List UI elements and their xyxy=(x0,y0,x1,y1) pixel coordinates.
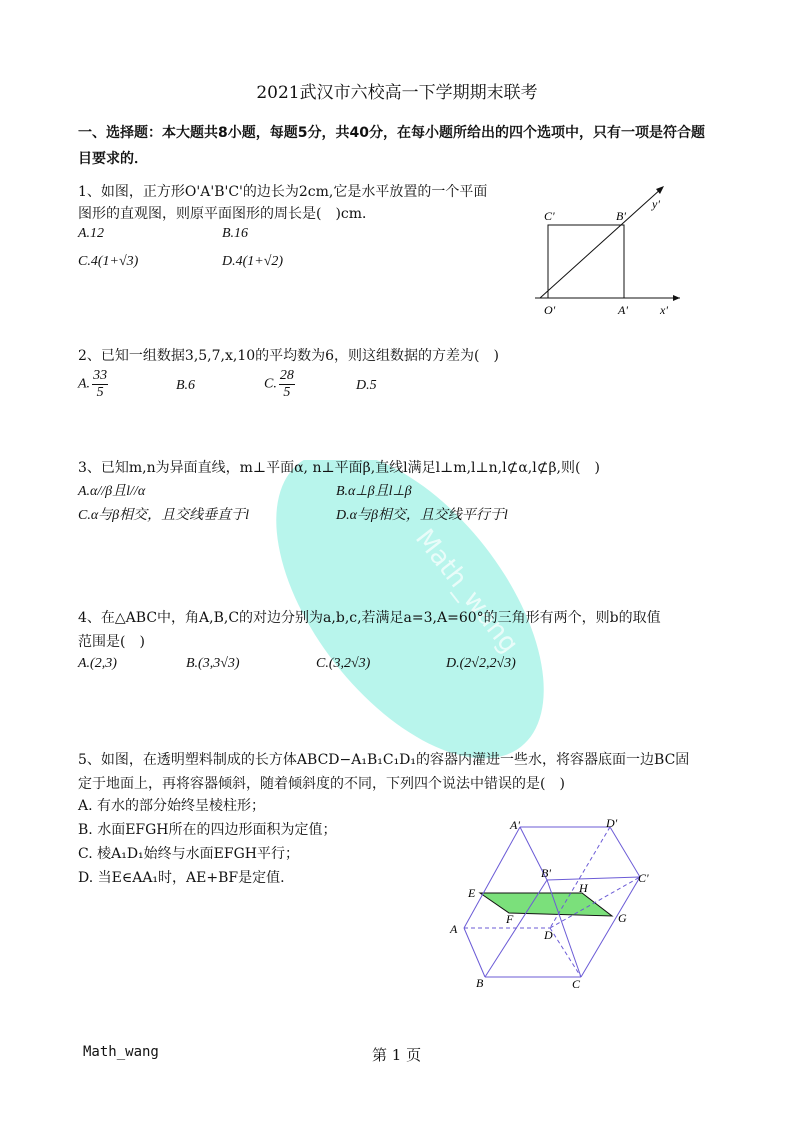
question-3: 3、已知m,n为异面直线，m⊥平面α, n⊥平面β,直线l满足l⊥m,l⊥n,l⊄α,l⊄β,则( ) xyxy=(78,460,600,476)
label-c: C xyxy=(572,977,581,991)
label-f: F xyxy=(506,912,514,926)
q1-option-b: B.16 xyxy=(222,226,249,241)
label-x: x' xyxy=(660,303,668,317)
label-d: D xyxy=(544,928,553,942)
label-g: G xyxy=(618,911,627,925)
square xyxy=(548,225,624,298)
q5-option-a: A. 有水的部分始终呈棱柱形； xyxy=(78,798,266,814)
q3-option-c: C.α与β相交，且交线垂直于l xyxy=(78,508,250,523)
x-axis-arrow xyxy=(673,295,680,301)
q3-option-b: B.α⊥β且l⊥β xyxy=(336,484,412,499)
question-4-line2: 范围是( ) xyxy=(78,634,145,650)
section-instructions: 一、选择题：本大题共8小题，每题5分，共40分，在每小题所给出的四个选项中，只有一项是符合题目要求的． xyxy=(78,125,705,167)
label-b1: B' xyxy=(541,866,551,880)
footer-author: Math_wang xyxy=(83,1044,159,1060)
label-y: y' xyxy=(652,197,660,211)
q2-option-c: C. $\frac{28}{5}$ xyxy=(264,368,294,400)
q1-option-c: C.4(1+√3) xyxy=(78,254,139,269)
question-4-line1: 4、在△ABC中，角A,B,C的对边分别为a,b,c,若满足a=3,A=60°的三角形有两个，则b的取值 xyxy=(78,610,661,626)
q3-option-d: D.α与β相交，且交线平行于l xyxy=(336,508,508,523)
question-2: 2、已知一组数据3,5,7,x,10的平均数为6，则这组数据的方差为( ) xyxy=(78,348,499,364)
q4-option-d: D.(2√2,2√3) xyxy=(446,656,516,671)
label-c1: C' xyxy=(638,871,649,885)
q1-figure xyxy=(530,180,700,320)
q5-option-c: C. 棱A₁D₁始终与水面EFGH平行； xyxy=(78,846,299,862)
q5-figure xyxy=(440,815,660,995)
question-1-line1: 1、如图，正方形O'A'B'C'的边长为2cm,它是水平放置的一个平面 xyxy=(78,184,488,200)
page-number: 第 1 页 xyxy=(372,1046,422,1064)
label-a: A xyxy=(450,922,458,936)
question-1-line2: 图形的直观图，则原平面图形的周长是( )cm． xyxy=(78,206,377,222)
q4-option-b: B.(3,3√3) xyxy=(186,656,240,671)
water-surface xyxy=(480,893,612,916)
page-title: 2021武汉市六校高一下学期期末联考 xyxy=(256,83,538,103)
label-e: E xyxy=(468,886,476,900)
label-h: H xyxy=(579,881,588,895)
label-o: O' xyxy=(544,303,556,317)
question-5-line1: 5、如图，在透明塑料制成的长方体ABCD−A₁B₁C₁D₁的容器内灌进一些水，将容器底面一边BC固 xyxy=(78,752,690,768)
q1-option-d: D.4(1+√2) xyxy=(222,254,284,269)
q2-option-a: A. $\frac{33}{5}$ xyxy=(78,368,108,400)
q5-option-d: D. 当E∈AA₁时，AE+BF是定值. xyxy=(78,870,285,886)
q3-option-a: A.α//β且l//α xyxy=(78,484,146,499)
q1-option-a: A.12 xyxy=(78,226,105,241)
y-axis xyxy=(540,188,662,298)
q2-option-d: D.5 xyxy=(356,378,377,393)
label-b: B' xyxy=(616,209,626,223)
q4-option-c: C.(3,2√3) xyxy=(316,656,371,671)
label-b: B xyxy=(476,976,484,990)
label-a1: A' xyxy=(510,818,520,832)
watermark-text: Math_wang xyxy=(409,523,525,660)
label-a: A' xyxy=(618,303,628,317)
q5-option-b: B. 水面EFGH所在的四边形面积为定值； xyxy=(78,822,337,838)
label-d1: D' xyxy=(606,816,618,830)
question-5-line2: 定于地面上，再将容器倾斜，随着倾斜度的不同，下列四个说法中错误的是( ) xyxy=(78,776,565,792)
q4-option-a: A.(2,3) xyxy=(78,656,117,671)
q2-option-b: B.6 xyxy=(176,378,196,393)
label-c: C' xyxy=(544,209,555,223)
